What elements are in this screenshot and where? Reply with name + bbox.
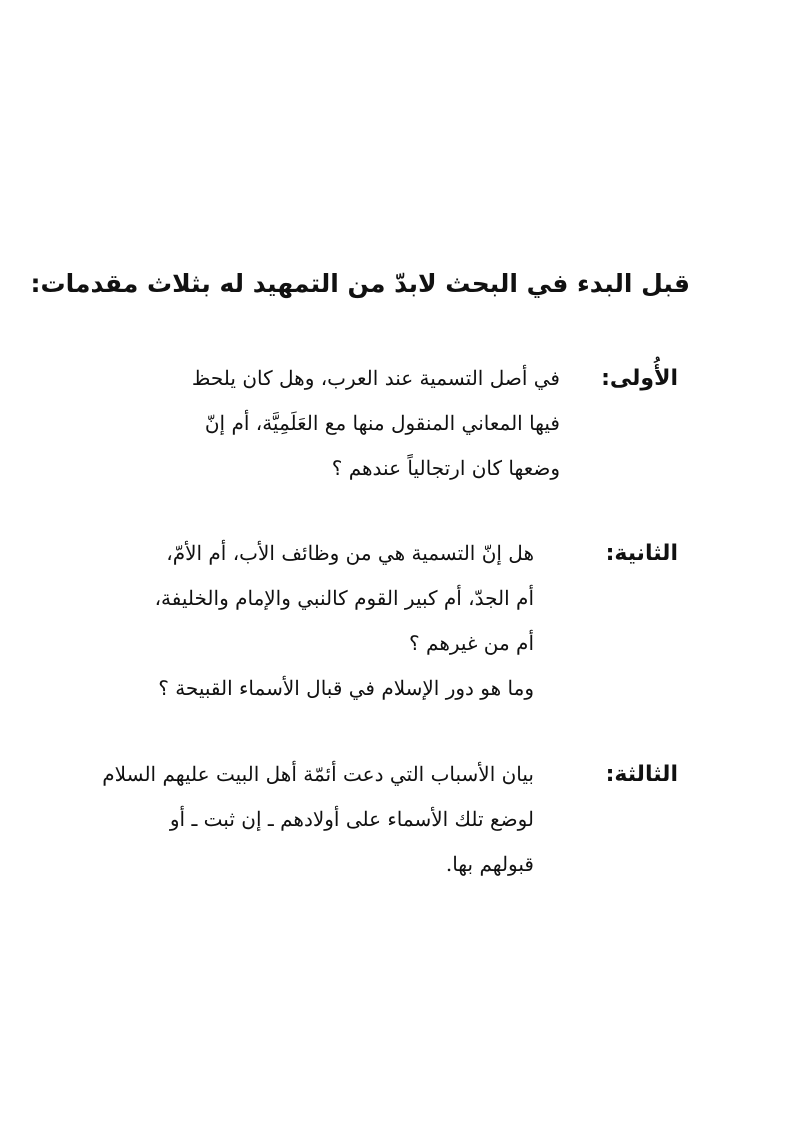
text-line: قبولهم بها.	[445, 852, 534, 876]
premise-first-text	[140, 356, 560, 491]
text-line: هل إنّ التسمية هي من وظائف الأب، أم الأمّ،	[166, 541, 534, 565]
text-line: وضعها كان ارتجالياً عندهم ؟	[331, 456, 560, 480]
premise-second-label: الثانية:	[605, 541, 678, 566]
text-line: لوضع تلك الأسماء على أولادهم ـ إن ثبت ـ أو	[169, 807, 534, 831]
text-line: بيان الأسباب التي دعت أئمّة أهل البيت عليهم السلام	[102, 762, 534, 786]
premise-third-label: الثالثة:	[605, 762, 678, 787]
page-heading: قبل البدء في البحث لابدّ من التمهيد له بثلاث مقدمات:	[30, 269, 690, 298]
premise-second-text	[114, 531, 534, 711]
text-line: أم من غيرهم ؟	[409, 631, 534, 655]
text-line: وما هو دور الإسلام في قبال الأسماء القبيحة ؟	[158, 676, 534, 700]
text-line: أم الجدّ، أم كبير القوم كالنبي والإمام والخليفة،	[154, 586, 534, 610]
text-line: فيها المعاني المنقول منها مع العَلَمِيَّة، أم إنّ	[204, 411, 560, 435]
premise-first-label: الأُولى:	[601, 366, 678, 391]
premise-third-text	[102, 752, 534, 887]
text-line: في أصل التسمية عند العرب، وهل كان يلحظ	[191, 366, 560, 390]
